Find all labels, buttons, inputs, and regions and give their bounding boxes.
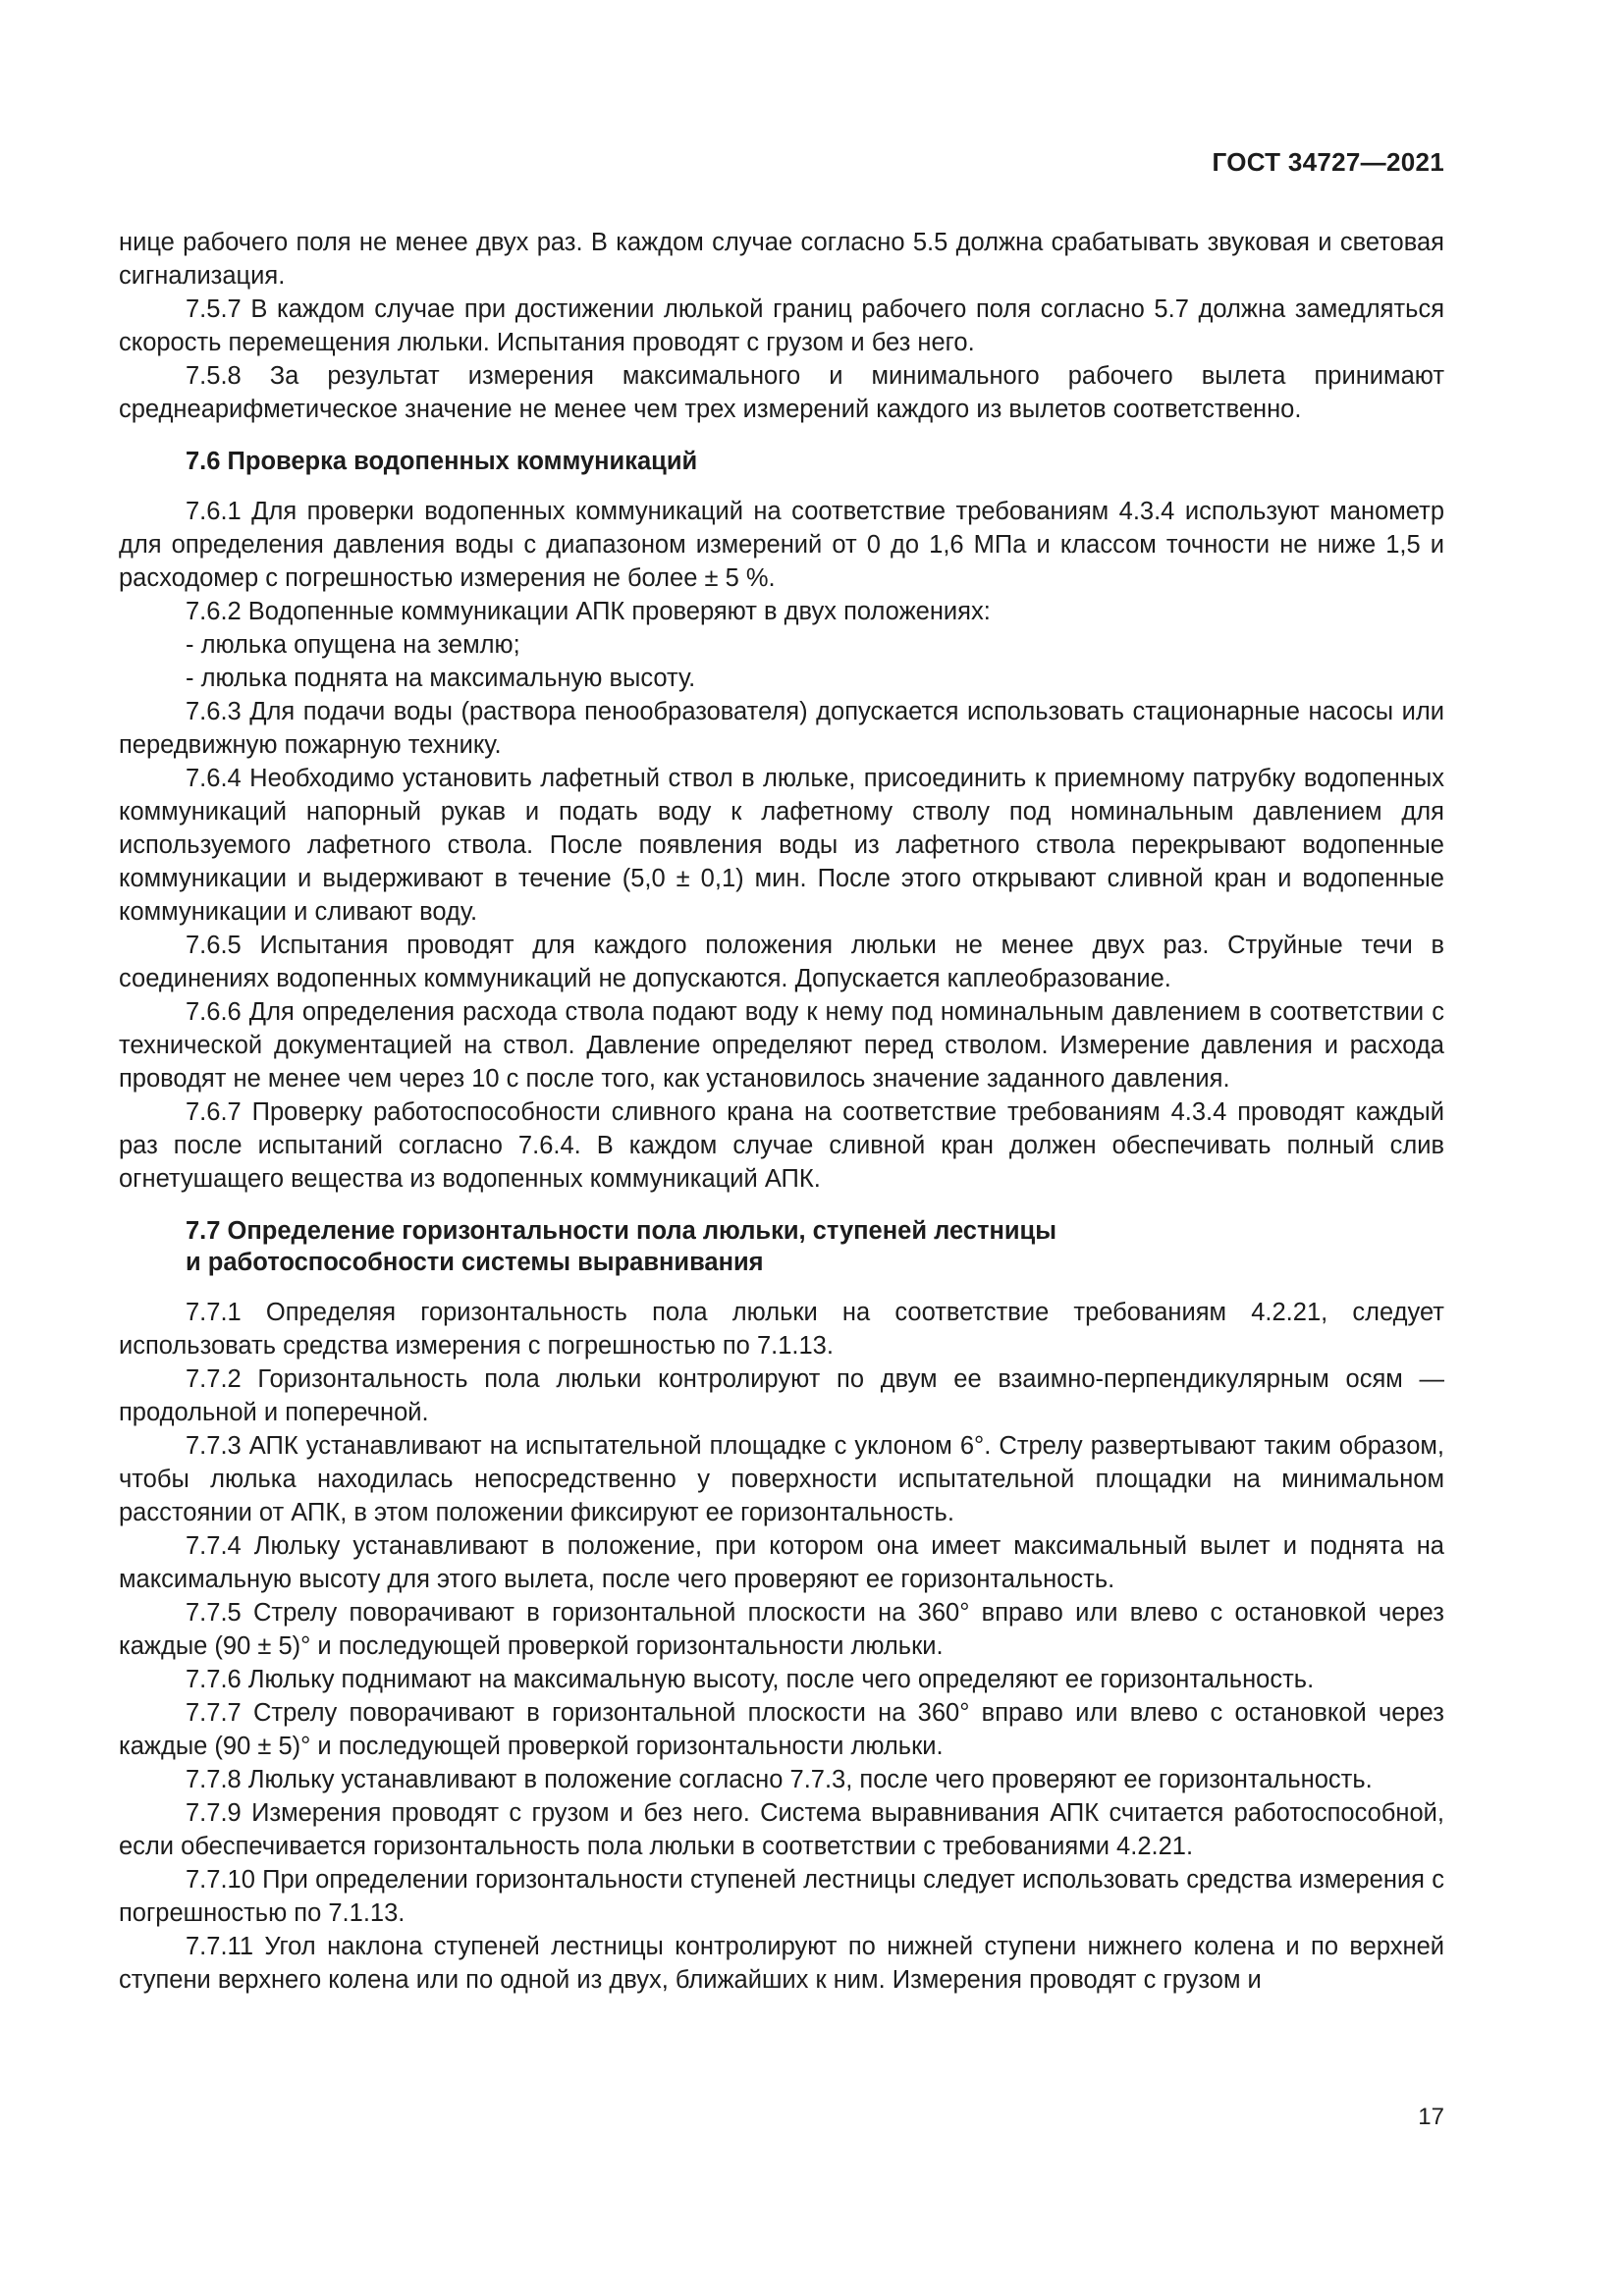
paragraph-7-6-3: 7.6.3 Для подачи воды (раствора пенообразователя) допускается использовать стационарные насосы или передвижную пожарную технику. [119, 698, 1444, 759]
paragraph-continuation: нице рабочего поля не менее двух раз. В каждом случае согласно 5.5 должна срабатывать звуковая и световая сигнализация. [119, 229, 1444, 290]
paragraph-7-7-5: 7.7.5 Стрелу поворачивают в горизонтальной плоскости на 360° вправо или влево с остановкой через каждые (90 ± 5)° и последующей проверкой горизонтальности люльки. [119, 1599, 1444, 1660]
list-item: - люлька поднята на максимальную высоту. [186, 665, 696, 692]
paragraph-7-6-6: 7.6.6 Для определения расхода ствола подают воду к нему под номинальным давлением в соответствии с технической документацией на ствол. Давление определяют перед стволом. Измерение давления и расхода проводят не менее чем через 10 с после того, как установилось значение заданного давления. [119, 998, 1444, 1093]
list-item: - люлька опущена на землю; [186, 631, 520, 659]
paragraph-7-7-10: 7.7.10 При определении горизонтальности ступеней лестницы следует использовать средства измерения с погрешностью по 7.1.13. [119, 1866, 1444, 1927]
document-header: ГОСТ 34727—2021 [1212, 147, 1444, 177]
paragraph-7-7-7: 7.7.7 Стрелу поворачивают в горизонтальной плоскости на 360° вправо или влево с остановкой через каждые (90 ± 5)° и последующей проверкой горизонтальности люльки. [119, 1699, 1444, 1760]
paragraph-7-7-9: 7.7.9 Измерения проводят с грузом и без него. Система выравнивания АПК считается работоспособной, если обеспечивается горизонтальность пола люльки в соответствии с требованиями 4.2.21. [119, 1799, 1444, 1860]
paragraph-7-6-5: 7.6.5 Испытания проводят для каждого положения люльки не менее двух раз. Струйные течи в соединениях водопенных коммуникаций не допускаются. Допускается каплеобразование. [119, 932, 1444, 992]
paragraph-7-5-7: 7.5.7 В каждом случае при достижении люлькой границ рабочего поля согласно 5.7 должна замедляться скорость перемещения люльки. Испытания проводят с грузом и без него. [119, 295, 1444, 356]
paragraph-7-6-1: 7.6.1 Для проверки водопенных коммуникаций на соответствие требованиям 4.3.4 используют манометр для определения давления воды с диапазоном измерений от 0 до 1,6 МПа и классом точности не ниже 1,5 и расходомер с погрешностью измерения не более ± 5 %. [119, 498, 1444, 592]
section-heading-line: 7.7 Определение горизонтальности пола люльки, ступеней лестницы [186, 1217, 1056, 1245]
section-heading-line: и работоспособности системы выравнивания [186, 1249, 764, 1276]
paragraph-7-7-6: 7.7.6 Люльку поднимают на максимальную высоту, после чего определяют ее горизонтальность. [186, 1666, 1315, 1693]
paragraph-7-5-8: 7.5.8 За результат измерения максимального и минимального рабочего вылета принимают среднеарифметическое значение не менее чем трех измерений каждого из вылетов соответственно. [119, 362, 1444, 423]
page-number: 17 [1418, 2104, 1444, 2130]
paragraph-7-7-1: 7.7.1 Определяя горизонтальность пола люльки на соответствие требованиям 4.2.21, следует использовать средства измерения с погрешностью по 7.1.13. [119, 1299, 1444, 1360]
paragraph-7-7-3: 7.7.3 АПК устанавливают на испытательной площадке с уклоном 6°. Стрелу развертывают таким образом, чтобы люлька находилась непосредственно у поверхности испытательной площадки на минимальном расстоянии от АПК, в этом положении фиксируют ее горизонтальность. [119, 1432, 1444, 1526]
paragraph-7-7-2: 7.7.2 Горизонтальность пола люльки контролируют по двум ее взаимно-перпендикулярным осям — продольной и поперечной. [119, 1365, 1444, 1426]
paragraph-7-6-7: 7.6.7 Проверку работоспособности сливного крана на соответствие требованиям 4.3.4 проводят каждый раз после испытаний согласно 7.6.4. В каждом случае сливной кран должен обеспечивать полный слив огнетушащего вещества из водопенных коммуникаций АПК. [119, 1098, 1444, 1193]
section-heading-7-6: 7.6 Проверка водопенных коммуникаций [186, 448, 698, 475]
paragraph-7-7-11: 7.7.11 Угол наклона ступеней лестницы контролируют по нижней ступени нижнего колена и по верхней ступени верхнего колена или по одной из двух, ближайших к ним. Измерения проводят с грузом и [119, 1933, 1444, 1994]
document-body [119, 226, 1444, 1997]
paragraph-7-7-4: 7.7.4 Люльку устанавливают в положение, при котором она имеет максимальный вылет и поднята на максимальную высоту для этого вылета, после чего проверяют ее горизонтальность. [119, 1532, 1444, 1593]
paragraph-7-6-4: 7.6.4 Необходимо установить лафетный ствол в люльке, присоединить к приемному патрубку водопенных коммуникаций напорный рукав и подать воду к лафетному стволу под номинальным давлением для используемого лафетного ствола. После появления воды из лафетного ствола перекрывают водопенные коммуникации и выдерживают в течение (5,0 ± 0,1) мин. После этого открывают сливной кран и водопенные коммуникации и сливают воду. [119, 765, 1444, 926]
section-heading-7-7 [119, 1196, 1444, 1296]
paragraph-7-7-8: 7.7.8 Люльку устанавливают в положение согласно 7.7.3, после чего проверяют ее горизонтальность. [186, 1766, 1373, 1793]
paragraph-7-6-2: 7.6.2 Водопенные коммуникации АПК проверяют в двух положениях: [186, 598, 991, 625]
